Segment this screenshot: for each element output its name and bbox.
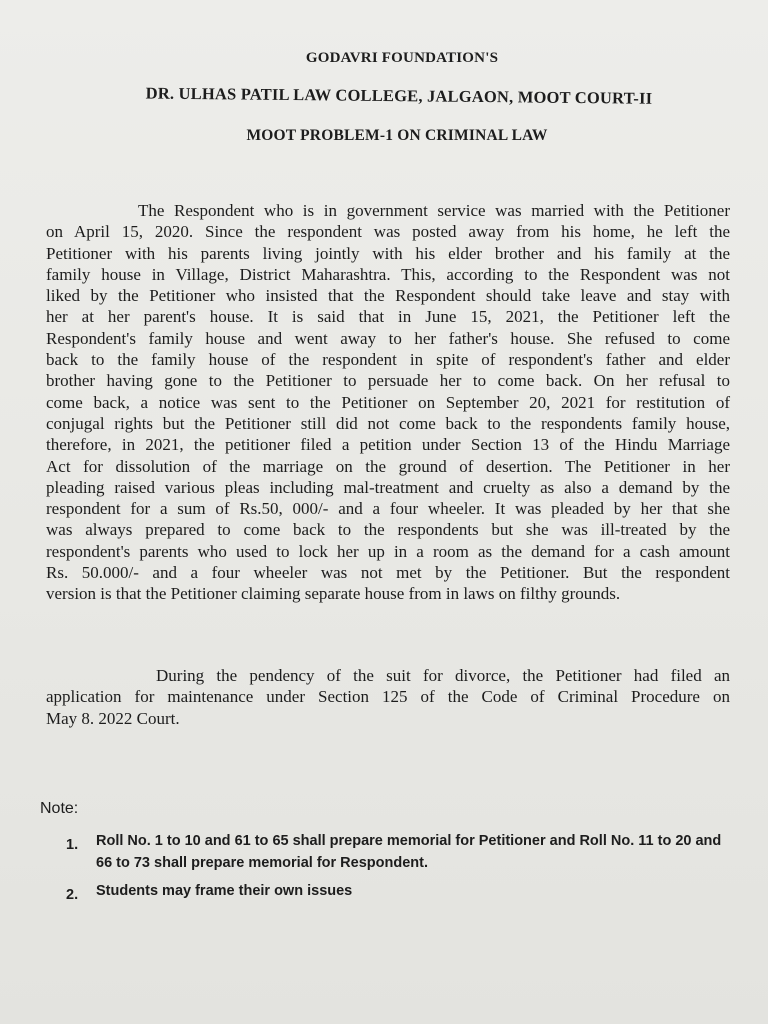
paragraph-line: therefore, in 2021, the petitioner filed a petition under Section 13 of the Hindu Marriage (46, 435, 730, 455)
maintenance-paragraph (46, 665, 730, 729)
paragraph-line: was always prepared to come back to the respondents but she was ill-treated by the (46, 520, 730, 540)
paragraph-line: liked by the Petitioner who insisted that the Respondent should take leave and stay with (46, 286, 730, 306)
note-label: Note: (40, 800, 79, 817)
note-text: Students may frame their own issues (96, 883, 353, 899)
paragraph-line: brother having gone to the Petitioner to persuade her to come back. On her refusal to (46, 371, 730, 391)
problem-title: MOOT PROBLEM-1 ON CRIMINAL LAW (246, 127, 548, 144)
foundation-heading: GODAVRI FOUNDATION'S (305, 50, 499, 66)
paragraph-line: Rs. 50.000/- and a four wheeler was not met by the Petitioner. But the respondent (46, 563, 730, 583)
paragraph-line: pleading raised various pleas including mal-treatment and cruelty as also a demand by the (46, 477, 730, 497)
facts-paragraph (46, 200, 730, 605)
note-list (66, 830, 736, 908)
college-heading: DR. ULHAS PATIL LAW COLLEGE, JALGAON, MOOT COURT-II (145, 83, 653, 108)
paragraph-line: Petitioner with his parents living jointly with his elder brother and his family at the (46, 243, 730, 263)
note-item (66, 830, 736, 874)
paragraph-line: Act for dissolution of the marriage on the ground of desertion. The Petitioner in her (46, 456, 730, 476)
paragraph-line: family house in Village, District Maharashtra. This, according to the Respondent was not (46, 264, 730, 284)
paragraph-line: The Respondent who is in government service was married with the Petitioner (138, 201, 730, 220)
note-text: Roll No. 1 to 10 and 61 to 65 shall prepare memorial for Petitioner and Roll No. 11 to 20 and 66 to 73 shall prepare memorial for Respondent. (96, 833, 722, 871)
paragraph-line: respondent for a sum of Rs.50, 000/- and a four wheeler. It was pleaded by her that she (46, 499, 730, 519)
paragraph-line: application for maintenance under Section 125 of the Code of Criminal Procedure on (46, 687, 730, 707)
note-number: 1. (66, 837, 79, 853)
paragraph-line: come back, a notice was sent to the Petitioner on September 20, 2021 for restitution of (46, 392, 730, 412)
paragraph-line: May 8. 2022 Court. (46, 708, 180, 728)
paragraph-line: respondent's parents who used to lock her up in a room as the demand for a cash amount (46, 541, 730, 561)
note-number: 2. (66, 887, 79, 903)
paragraph-line: During the pendency of the suit for divorce, the Petitioner had filed an (156, 666, 730, 685)
note-item (66, 880, 736, 902)
paragraph-line: on April 15, 2020. Since the respondent was posted away from his home, he left the (46, 222, 730, 242)
paragraph-line: her at her parent's house. It is said that in June 15, 2021, the Petitioner left the (46, 307, 730, 327)
paragraph-line: back to the family house of the respondent in spite of respondent's father and elder (46, 350, 730, 370)
paragraph-line: Respondent's family house and went away to her father's house. She refused to come (46, 328, 730, 348)
paragraph-line: version is that the Petitioner claiming separate house from in laws on filthy grounds. (46, 584, 621, 604)
paragraph-line: conjugal rights but the Petitioner still did not come back to the respondents family house, (46, 413, 730, 433)
